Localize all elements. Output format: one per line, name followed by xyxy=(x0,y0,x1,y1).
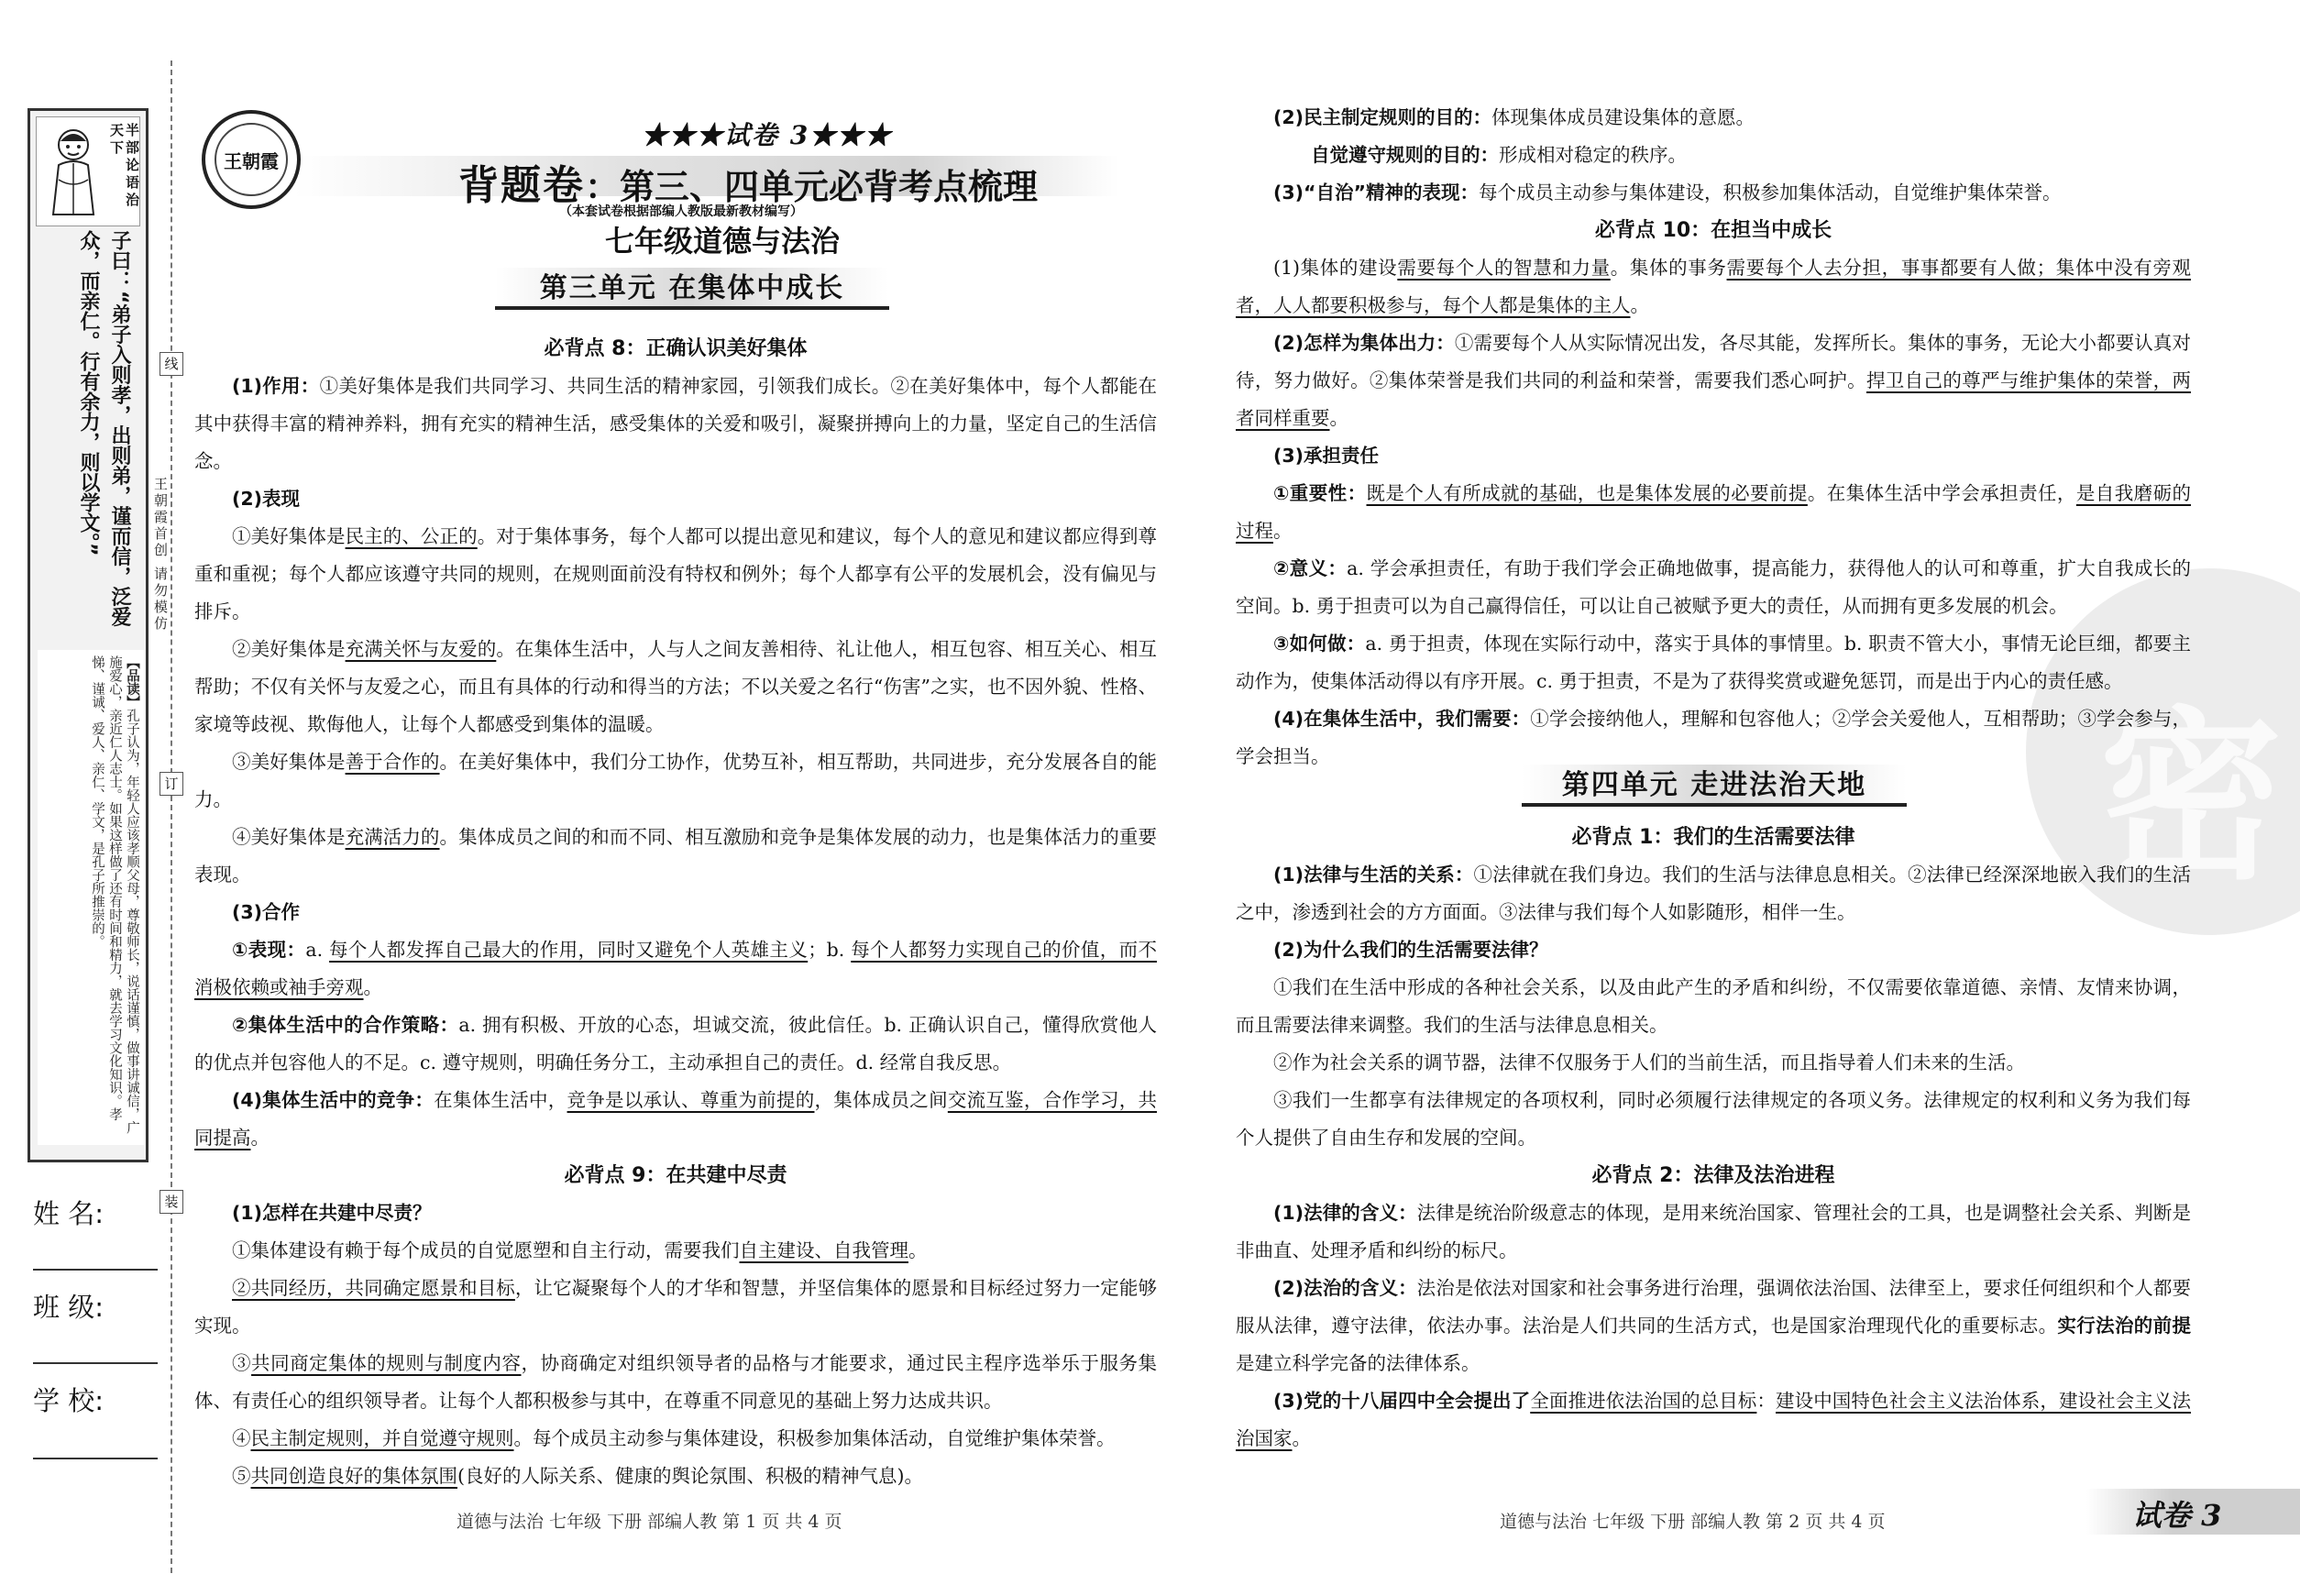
left-sidebar xyxy=(28,108,149,1199)
reading-note xyxy=(38,650,144,1145)
note-label: 【品读】 xyxy=(125,655,139,709)
series-title: 半部论语治天下 xyxy=(108,123,140,210)
point1-why-title: (2)为什么我们的生活需要法律？ xyxy=(1273,939,1548,961)
point8-perf-2: ②美好集体是充满关怀与友爱的。在集体生活中，人与人之间友善相待、礼让他人，相互包容、相互关心、相互帮助；不仅有关怀与友爱之心，而且有具体的行动和得当的方法；不以关爱之名行“伤害”之实，也不因外貌、性格、家境等歧视、欺侮他人，让每个人都感受到集体的温暖。 xyxy=(194,638,1157,735)
point2-goal: (3)党的十八届四中全会提出了全面推进依法治国的总目标：建设中国特色社会主义法治体系，建设社会主义法治国家。 xyxy=(1236,1390,2192,1449)
title-sub: 第三、四单元必背考点梳理 xyxy=(620,167,1039,207)
binding-fold-line xyxy=(171,61,172,1573)
point10-title: 必背点 10：在担当中成长 xyxy=(1594,219,1832,242)
exam-tag xyxy=(2086,1489,2300,1535)
unit4-heading: 第四单元 走进法治天地 xyxy=(1522,765,1907,807)
point1-why-2: ②作为社会关系的调节器，法律不仅服务于人们的当前生活，而且指导着人们未来的生活。 xyxy=(1273,1051,2025,1073)
point9-item-3: ③共同商定集体的规则与制度内容，协商确定对组织领导者的品格与才能要求，通过民主程序选举乐于服务集体、有责任心的组织领导者。让每个人都积极参与其中，在尊重不同意见的基础上努力达成共识。 xyxy=(194,1352,1158,1412)
point8-cooperation-title: (3)合作 xyxy=(232,901,301,923)
brand-logo xyxy=(202,110,301,209)
point9-question: (1)怎样在共建中尽责？ xyxy=(232,1202,432,1224)
fold-label-xian: 线 xyxy=(160,352,183,376)
class-field[interactable] xyxy=(33,1362,158,1364)
point8-perf-3: ③美好集体是善于合作的。在美好集体中，我们分工协作，优势互补，相互帮助，共同进步，充分发展各自的能力。 xyxy=(194,751,1157,810)
copyright-vertical-text: 王朝霞首创 请勿模仿 xyxy=(152,477,169,633)
note-text: 孔子认为，年轻人应该孝顺父母，尊敬师长，说话谨慎，做事讲诚信，广施爱心，亲近仁人志士。如果这样做了还有时间和精力，就去学习文化知识。孝悌、谨诚、爱人、亲仁、学文，是孔子所推崇的。 xyxy=(90,655,139,1134)
point8-function: (1)作用：①美好集体是我们共同学习、共同生活的精神家园，引领我们成长。②在美好集体中，每个人都能在其中获得丰富的精神养料，拥有充实的精神生活，感受集体的关爱和吸引，凝聚拼搏向上的力量，坚定自己的生活信念。 xyxy=(194,375,1157,472)
exam-number: ★★★试卷 3★★★ xyxy=(642,120,893,150)
point2-law-meaning: (1)法律的含义：法律是统治阶级意志的体现，是用来统治国家、管理社会的工具，也是调整社会关系、判断是非曲直、处理矛盾和纠纷的标尺。 xyxy=(1236,1202,2191,1261)
point2-title: 必背点 2：法律及法治进程 xyxy=(1591,1164,1835,1187)
unit3-heading: 第三单元 在集体中成长 xyxy=(495,268,889,310)
point10-importance: ①重要性：既是个人有所成就的基础，也是集体发展的必要前提。在集体生活中学会承担责任，是自我磨砺的过程。 xyxy=(1236,482,2192,542)
point2-rule-of-law: (2)法治的含义：法治是依法对国家和社会事务进行治理，强调依法治国、法律至上，要求任何组织和个人都要服从法律，遵守法律，依法办事。法治是人们共同的生活方式，也是国家治理现代化的重要标志。实行法治的前提是建立科学完备的法律体系。 xyxy=(1236,1277,2192,1374)
fold-label-zhuang: 装 xyxy=(160,1190,183,1214)
logo-text: 王朝霞 xyxy=(215,123,288,196)
point10-how: ③如何做：a. 勇于担责，体现在实际行动中，落实于具体的事情里。b. 职责不管大小，事情无论巨细，都要主动作为，使集体活动得以有序开展。c. 勇于担责，不是为了获得奖赏或避免惩罚，而是出于内心的责任感。 xyxy=(1236,633,2191,692)
point8-performance-title: (2)表现 xyxy=(232,488,301,510)
point9-item-4: ④民主制定规则，并自觉遵守规则。每个成员主动参与集体建设，积极参加集体活动，自觉维护集体荣誉。 xyxy=(232,1427,1116,1449)
footer-page-2: 道德与法治 七年级 下册 部编人教 第 2 页 共 4 页 xyxy=(1500,1512,1886,1532)
point8-perf-1: ①美好集体是民主的、公正的。对于集体事务，每个人都可以提出意见和建议，每个人的意见和建议都应得到尊重和重视；每个人都应该遵守共同的规则，在规则面前没有特权和例外；每个人都享有公平的发展机会，没有偏见与排斥。 xyxy=(194,525,1157,622)
point8-competition: (4)集体生活中的竞争：在集体生活中，竞争是以承认、尊重为前提的，集体成员之间交流互鉴，合作学习，共同提高。 xyxy=(194,1089,1157,1149)
name-label: 姓 名: xyxy=(33,1198,104,1229)
point9-item-5: ⑤共同创造良好的集体氛围(良好的人际关系、健康的舆论氛围、积极的精神气息)。 xyxy=(232,1465,923,1487)
sidebar-header xyxy=(36,116,140,226)
point1-relation: (1)法律与生活的关系：①法律就在我们身边。我们的生活与法律息息相关。②法律已经深深地嵌入我们的生活之中，渗透到社会的方方面面。③法律与我们每个人如影随形，相伴一生。 xyxy=(1236,864,2191,923)
school-label: 学 校: xyxy=(33,1385,104,1416)
confucius-figure-icon xyxy=(44,125,103,216)
point8-title: 必背点 8：正确认识美好集体 xyxy=(544,337,808,360)
point10-item-2: (2)怎样为集体出力：①需要每个人从实际情况出发，各尽其能，发挥所长。集体的事务，无论大小都要认真对待，努力做好。②集体荣誉是我们共同的利益和荣誉，需要我们悉心呵护。捍卫自己的尊严与维护集体的荣誉，两者同样重要。 xyxy=(1236,332,2192,429)
right-column-bottom xyxy=(1236,819,2191,1458)
school-field[interactable] xyxy=(33,1458,158,1459)
right-column-top xyxy=(1236,99,2191,776)
rule-purpose: (2)民主制定规则的目的：体现集体成员建设集体的意愿。 xyxy=(1273,106,1755,128)
analects-quote: 子曰：“弟子入则孝，出则弟，谨而信，泛爱众，而亲仁。行有余力，则以学文。” xyxy=(77,230,131,627)
point8-perf-4: ④美好集体是充满活力的。集体成员之间的和而不同、相互激励和竞争是集体发展的动力，也是集体活力的重要表现。 xyxy=(194,826,1157,886)
exam-tag-text: 试卷 3 xyxy=(2132,1498,2222,1533)
autonomy-spirit: (3)“自治”精神的表现：每个成员主动参与集体建设，积极参加集体活动，自觉维护集体荣誉。 xyxy=(1273,182,2062,204)
point8-coop-1: ①表现：a. 每个人都发挥自己最大的作用，同时又避免个人英雄主义；b. 每个人都努力实现自己的价值，而不消极依赖或袖手旁观。 xyxy=(194,939,1158,998)
grade-subject: 七年级道德与法治 xyxy=(605,224,841,259)
point10-needs: (4)在集体生活中，我们需要：①学会接纳他人，理解和包容他人；②学会关爱他人，互相帮助；③学会参与，学会担当。 xyxy=(1236,708,2191,767)
point9-item-2: ②共同经历，共同确定愿景和目标，让它凝聚每个人的才华和智慧，并坚信集体的愿景和目标经过努力一定能够实现。 xyxy=(194,1277,1157,1337)
rule-obey-purpose: 自觉遵守规则的目的：形成相对稳定的秩序。 xyxy=(1311,144,1687,166)
name-field[interactable] xyxy=(33,1269,158,1271)
class-label: 班 级: xyxy=(33,1292,104,1323)
point1-why-3: ③我们一生都享有法律规定的各项权利，同时必须履行法律规定的各项义务。法律规定的权利和义务为我们每个人提供了自由生存和发展的空间。 xyxy=(1236,1089,2191,1149)
title-note: （本套试卷根据部编人教版最新教材编写） xyxy=(559,204,803,219)
left-column xyxy=(194,330,1157,1495)
point1-why-1: ①我们在生活中形成的各种社会关系，以及由此产生的矛盾和纠纷，不仅需要依靠道德、亲情、友情来协调，而且需要法律来调整。我们的生活与法律息息相关。 xyxy=(1236,976,2191,1036)
point9-item-1: ①集体建设有赖于每个成员的自觉愿塑和自主行动，需要我们自主建设、自我管理。 xyxy=(232,1239,928,1261)
footer-page-1: 道德与法治 七年级 下册 部编人教 第 1 页 共 4 页 xyxy=(457,1512,842,1532)
sidebar-box xyxy=(28,108,149,1162)
point1-title: 必背点 1：我们的生活需要法律 xyxy=(1571,826,1855,849)
title-main: 背题卷 xyxy=(458,162,585,209)
point10-meaning: ②意义：a. 学会承担责任，有助于我们学会正确地做事，提高能力，获得他人的认可和尊重，扩大自我成长的空间。b. 勇于担责可以为自己赢得信任，可以让自己被赋予更大的责任，从而拥有更多发展的机会。 xyxy=(1236,557,2191,617)
point10-responsibility-title: (3)承担责任 xyxy=(1273,445,1380,467)
point9-title: 必背点 9：在共建中尽责 xyxy=(564,1164,787,1187)
page-title: 背题卷：第三、四单元必背考点梳理 xyxy=(458,162,1039,209)
watermark-text: 密 xyxy=(2099,691,2283,905)
point8-coop-2: ②集体生活中的合作策略：a. 拥有积极、开放的心态，坦诚交流，彼此信任。b. 正确认识自己，懂得欣赏他人的优点并包容他人的不足。c. 遵守规则，明确任务分工，主动承担自己的责任。d. 经常自我反思。 xyxy=(194,1014,1157,1073)
fold-label-ding: 订 xyxy=(160,772,183,796)
point10-item-1: (1)集体的建设需要每个人的智慧和力量。集体的事务需要每个人去分担，事事都要有人做；集体中没有旁观者，人人都要积极参与，每个人都是集体的主人。 xyxy=(1236,257,2192,316)
